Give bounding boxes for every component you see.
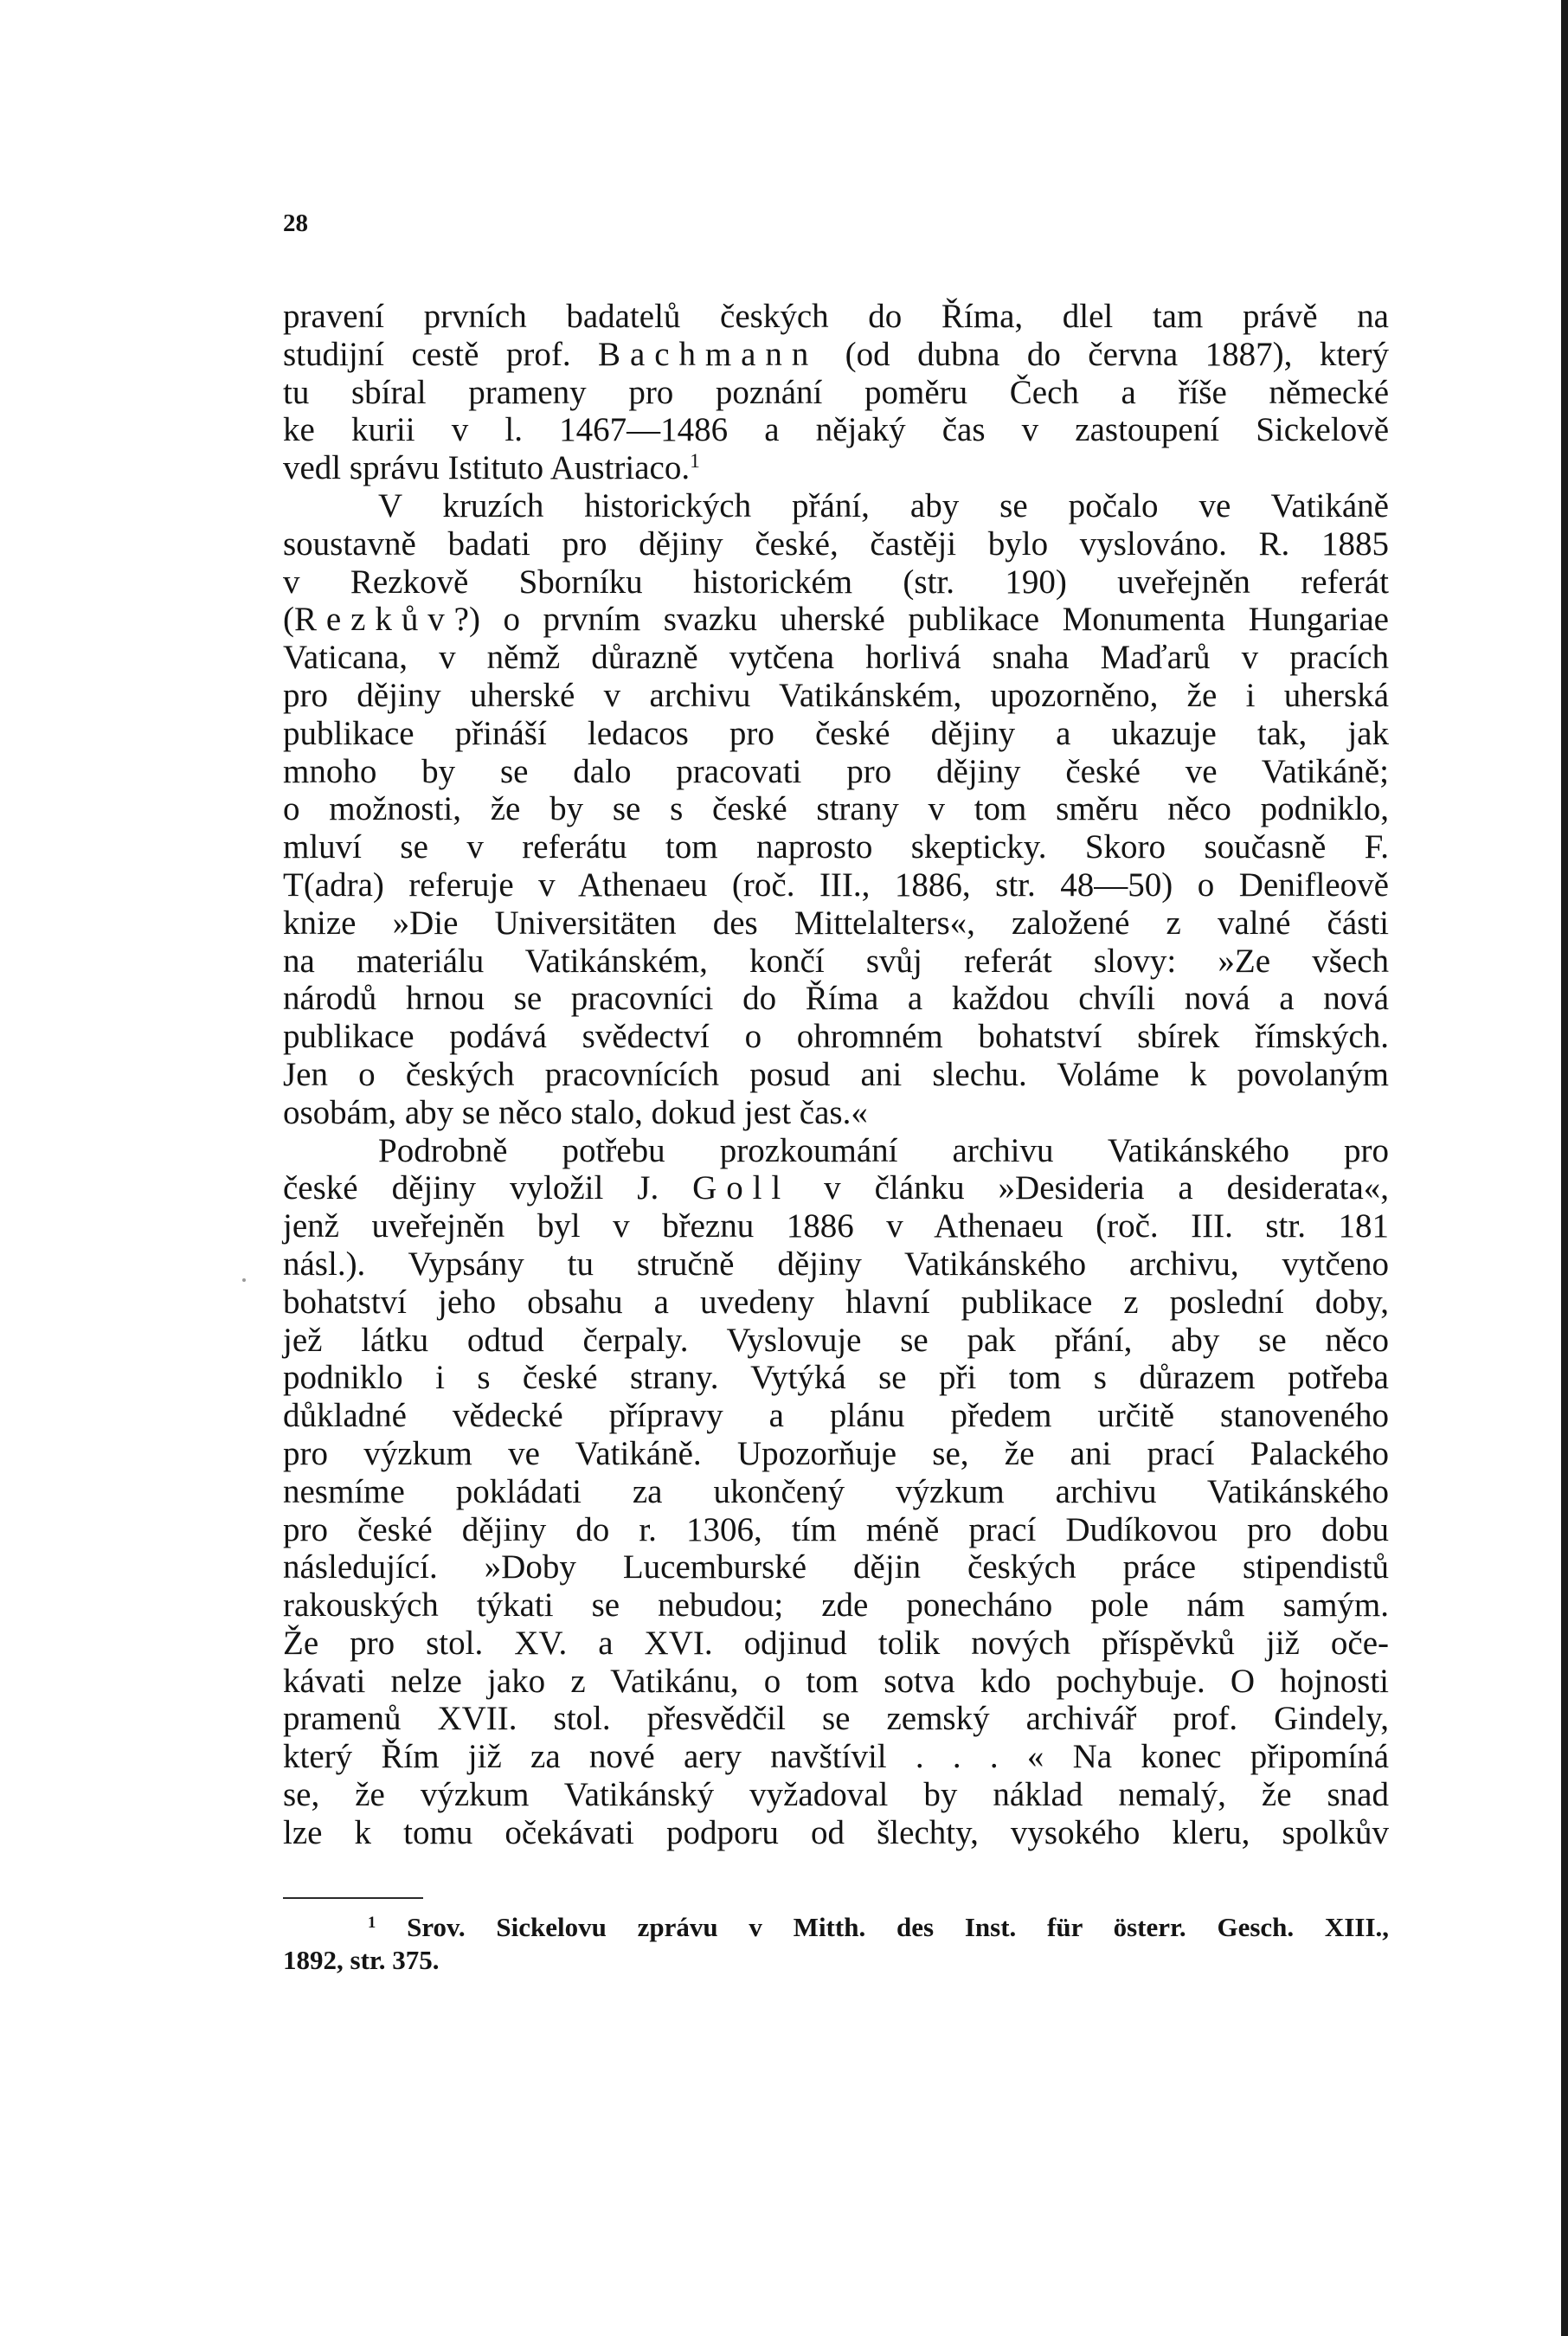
text-line: jež látku odtud čerpaly. Vyslovuje se pak přání, aby se něco	[283, 1321, 1389, 1359]
text-line: v Rezkově Sborníku historickém (str. 190) uveřejněn referát	[283, 563, 1389, 601]
text-line	[283, 449, 1389, 487]
text-line: nesmíme pokládati za ukončený výzkum archivu Vatikánského	[283, 1472, 1389, 1510]
text-line	[283, 1169, 1389, 1207]
paragraph-1	[283, 298, 1389, 487]
text-line: kávati nelze jako z Vatikánu, o tom sotva kdo pochybuje. O hojnosti	[283, 1662, 1389, 1700]
text-line: národů hrnou se pracovníci do Říma a každou chvíli nová a nová	[283, 980, 1389, 1018]
text-line	[283, 336, 1389, 374]
text-line: T(adra) referuje v Athenaeu (roč. III., 1886, str. 48—50) o Denifleově	[283, 866, 1389, 904]
text-line: Podrobně potřebu prozkoumání archivu Vatikánského pro	[378, 1131, 1389, 1169]
footnote-reference: 1	[690, 450, 700, 473]
text-line: rakouských týkati se nebudou; zde ponecháno pole nám samým.	[283, 1586, 1389, 1625]
paper-speck	[242, 1278, 246, 1282]
text-line: Že pro stol. XV. a XVI. odjinud tolik nových příspěvků již oče-	[283, 1624, 1389, 1662]
text-line: soustavně badati pro dějiny české, častěji bylo vyslováno. R. 1885	[283, 524, 1389, 563]
text-line: násl.). Vypsány tu stručně dějiny Vatikánského archivu, vytčeno	[283, 1245, 1389, 1283]
text-segment: české dějiny vyložil J.	[283, 1169, 659, 1207]
footnote-divider	[283, 1897, 423, 1899]
paragraph-3	[283, 1132, 1389, 1852]
author-name-goll: Goll	[692, 1169, 791, 1207]
footnote-line: 1892, str. 375.	[283, 1945, 440, 1975]
text-segment: vedl správu Istituto Austriaco.	[283, 449, 691, 487]
footnote-marker: 1	[368, 1913, 376, 1932]
text-line: následující. »Doby Lucemburské dějin českých práce stipendistů	[283, 1548, 1389, 1586]
text-line: důkladné vědecké přípravy a plánu předem určitě stanoveného	[283, 1397, 1389, 1435]
text-line: pro výzkum ve Vatikáně. Upozorňuje se, že ani prací Palackého	[283, 1434, 1389, 1472]
text-line: který Řím již za nové aery navštívil . . . « Na konec připomíná	[283, 1738, 1389, 1776]
page-edge-shadow	[1561, 0, 1568, 2336]
text-line: na materiálu Vatikánském, končí svůj referát slovy: »Ze všech	[283, 942, 1389, 980]
text-line: tu sbíral prameny pro poznání poměru Čech a říše německé	[283, 373, 1389, 411]
text-line: pramenů XVII. stol. přesvědčil se zemský archivář prof. Gindely,	[283, 1700, 1389, 1738]
text-line: mluví se v referátu tom naprosto skepticky. Skoro současně F.	[283, 828, 1389, 866]
text-segment: ?) o prvním svazku uherské publikace Monumenta Hungariae	[453, 601, 1389, 639]
text-segment: v článku »Desideria a desiderata«,	[824, 1169, 1390, 1207]
text-line: se, že výzkum Vatikánský vyžadoval by náklad nemalý, že snad	[283, 1776, 1389, 1814]
text-line: pro dějiny uherské v archivu Vatikánském, upozorněno, že i uherská	[283, 676, 1389, 714]
text-line: pravení prvních badatelů českých do Říma, dlel tam právě na	[283, 298, 1389, 335]
author-name-rezek: Rezkův	[294, 601, 454, 639]
text-segment: (	[283, 601, 294, 639]
text-line: knize »Die Universitäten des Mittelalters«, založené z valné části	[283, 904, 1389, 942]
text-line: podniklo i s české strany. Vytýká se při tom s důrazem potřeba	[283, 1359, 1389, 1397]
footnote-line	[283, 1911, 1389, 1944]
paragraph-2	[283, 487, 1389, 1132]
text-line: V kruzích historických přání, aby se počalo ve Vatikáně	[378, 486, 1389, 524]
text-line: o možnosti, že by se s české strany v tom směru něco podniklo,	[283, 790, 1389, 828]
text-segment: studijní cestě prof.	[283, 335, 571, 373]
text-line: ke kurii v l. 1467—1486 a nějaký čas v zastoupení Sickelově	[283, 411, 1389, 449]
author-name-bachmann: Bachmann	[598, 335, 819, 373]
body-text	[283, 298, 1389, 1852]
text-line: lze k tomu očekávati podporu od šlechty, vysokého kleru, spolkův	[283, 1813, 1389, 1851]
text-line: publikace přináší ledacos pro české dějiny a ukazuje tak, jak	[283, 714, 1389, 752]
text-line: publikace podává svědectví o ohromném bohatství sbírek římských.	[283, 1018, 1389, 1056]
text-line: mnoho by se dalo pracovati pro dějiny české ve Vatikáně;	[283, 752, 1389, 790]
text-line: bohatství jeho obsahu a uvedeny hlavní publikace z poslední doby,	[283, 1283, 1389, 1321]
text-line: Vaticana, v němž důrazně vytčena horlivá snaha Maďarů v pracích	[283, 639, 1389, 677]
text-line: Jen o českých pracovnících posud ani slechu. Voláme k povolaným	[283, 1055, 1389, 1093]
text-line: osobám, aby se něco stalo, dokud jest čas.«	[283, 1093, 868, 1131]
text-line: jenž uveřejněn byl v březnu 1886 v Athenaeu (roč. III. str. 181	[283, 1207, 1389, 1245]
text-segment: Srov. Sickelovu zprávu v Mitth. des Inst. für österr. Gesch. XIII.,	[407, 1912, 1390, 1942]
text-line: pro české dějiny do r. 1306, tím méně prací Dudíkovou pro dobu	[283, 1510, 1389, 1548]
text-line	[283, 601, 1389, 639]
page-number: 28	[283, 209, 308, 237]
text-segment: (od dubna do června 1887), který	[845, 335, 1389, 373]
footnote	[283, 1911, 1389, 1977]
